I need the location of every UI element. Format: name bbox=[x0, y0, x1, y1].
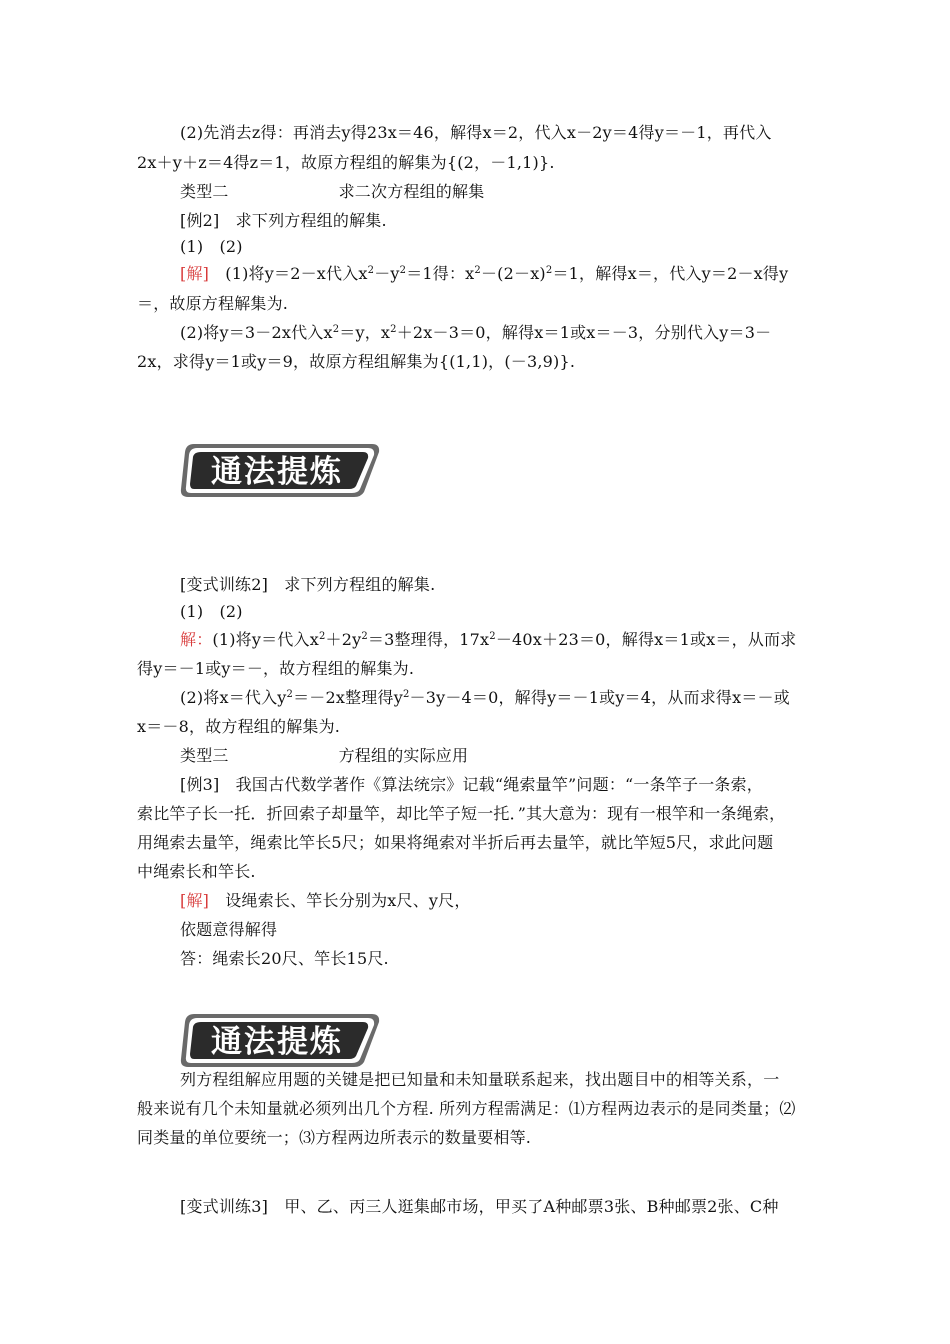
type2-heading bbox=[180, 182, 820, 202]
ex2-prompt: [例2] 求下列方程组的解集. bbox=[180, 211, 387, 230]
type2-label: 类型二 bbox=[180, 182, 229, 201]
ex3-solution-line-1: [解] 设绳索长、竿长分别为x尺、y尺， bbox=[180, 891, 471, 910]
ex3-line-1: [例3] 我国古代数学著作《算法统宗》记载“绳索量竿”问题：“一条竿子一条索， bbox=[180, 775, 764, 794]
type2-title: 求二次方程组的解集 bbox=[338, 182, 485, 201]
p1-line-2: 2x＋y＋z＝4得z＝1，故原方程组的解集为{(2，－1,1)}. bbox=[137, 153, 555, 172]
var2-parts: (1) (2) bbox=[180, 602, 243, 621]
ex3-solution-line-2: 依题意得解得 bbox=[180, 920, 278, 939]
ex3-line-4: 中绳索长和竿长. bbox=[137, 862, 256, 881]
banner-1-text: 通法提炼 bbox=[211, 454, 343, 490]
section-banner-1 bbox=[180, 440, 380, 500]
summary-line-1: 列方程组解应用题的关键是把已知量和未知量联系起来，找出题目中的相等关系，一 bbox=[180, 1070, 780, 1089]
type3-label: 类型三 bbox=[180, 746, 229, 765]
ex2-solution-tag: [解] bbox=[180, 264, 210, 283]
ex3-solution-tag: [解] bbox=[180, 891, 210, 910]
ex2-solution-line-4: 2x，求得y＝1或y＝9，故原方程组解集为{(1,1)，(－3,9)}. bbox=[137, 352, 576, 371]
var2-solution-line-4: x＝－8，故方程组的解集为. bbox=[137, 717, 341, 736]
type3-heading bbox=[180, 746, 820, 766]
summary-line-2: 般来说有几个未知量就必须列出几个方程. 所列方程需满足：⑴方程两边表示的是同类量；⑵ bbox=[137, 1099, 796, 1118]
var3-line-1: [变式训练3] 甲、乙、丙三人逛集邮市场，甲买了A种邮票3张、B种邮票2张、C种 bbox=[180, 1197, 779, 1216]
ex2-solution-line-1: [解] (1)将y＝2－x代入$x^2-y^2=1$得：$x^2-(2-x)^2=1$，解得x＝，代入y＝2－x得y bbox=[180, 264, 789, 283]
section-banner-2 bbox=[180, 1010, 380, 1070]
var2-solution-line-3: (2)将x＝代入$y^2=-2x$整理得$y^2-3y-4=0$，解得y＝－1或y＝4，从而求得x＝－或 bbox=[180, 688, 790, 707]
var2-solution-line-2: 得y＝－1或y＝－，故方程组的解集为. bbox=[137, 659, 415, 678]
ex2-solution-line-2: ＝，故原方程解集为. bbox=[137, 294, 289, 313]
ex2-solution-line-3: (2)将y＝3－2x代入$x^2=y$，$x^2+2x-3=0$，解得x＝1或x＝－3，分别代入y＝3－ bbox=[180, 323, 772, 342]
ex3-solution-line-3: 答：绳索长20尺、竿长15尺. bbox=[180, 949, 389, 968]
summary-line-3: 同类量的单位要统一；⑶方程两边所表示的数量要相等. bbox=[137, 1128, 532, 1147]
banner-2-text: 通法提炼 bbox=[211, 1024, 343, 1060]
var2-solution-line-1: 解：(1)将y＝代入$x^2+2y^2=3$整理得，$17x^2-40x+23=0$，解得x＝1或x＝，从而求 bbox=[180, 630, 797, 649]
var2-prompt: [变式训练2] 求下列方程组的解集. bbox=[180, 575, 436, 594]
ex3-line-3: 用绳索去量竿，绳索比竿长5尺；如果将绳索对半折后再去量竿，就比竿短5尺，求此问题 bbox=[137, 833, 774, 852]
type3-title: 方程组的实际应用 bbox=[338, 746, 469, 765]
ex2-parts: (1) (2) bbox=[180, 237, 243, 256]
ex3-line-2: 索比竿子长一托．折回索子却量竿，却比竿子短一托．”其大意为：现有一根竿和一条绳索， bbox=[137, 804, 786, 823]
var2-solution-tag: 解： bbox=[180, 630, 213, 649]
p1-line-1: (2)先消去z得：再消去y得23x＝46，解得x＝2，代入x－2y＝4得y＝－1，再代入 bbox=[180, 123, 772, 142]
